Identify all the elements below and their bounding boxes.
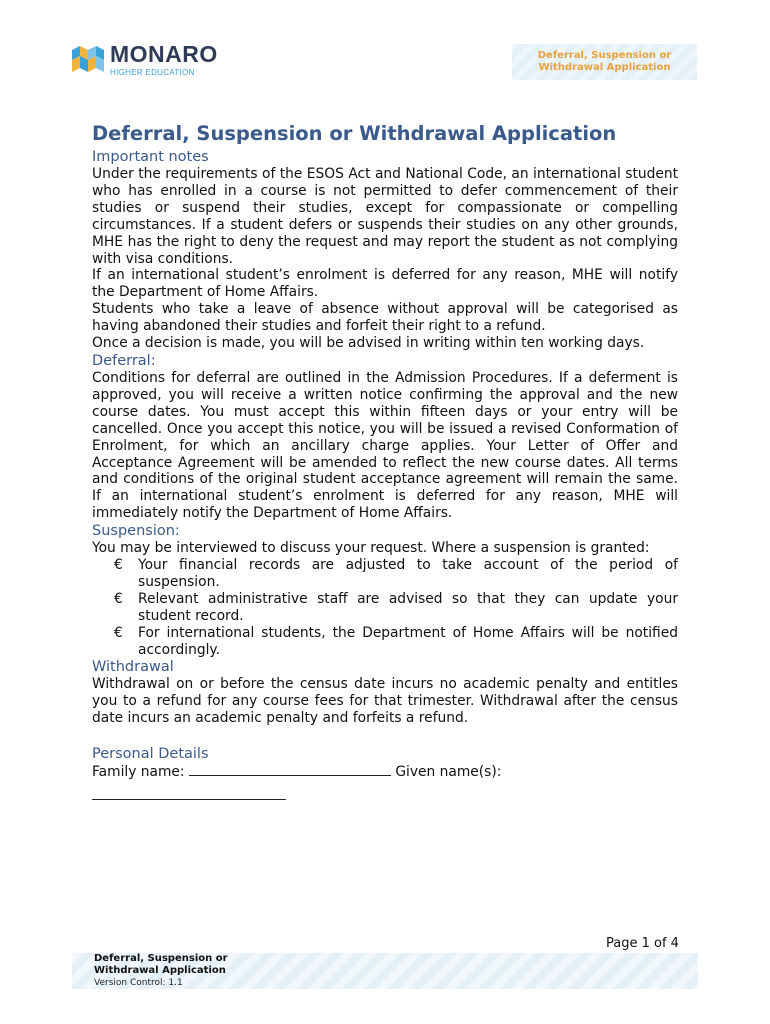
footer-doc-info	[94, 953, 228, 989]
list-item: € Your financial records are adjusted to take account of the period of suspension.	[114, 557, 678, 590]
deferral-heading: Deferral:	[92, 352, 156, 369]
footer-title-line1: Deferral, Suspension or	[94, 953, 228, 964]
euro-bullet-icon: €	[114, 557, 123, 574]
important-notes-paragraph-1: Under the requirements of the ESOS Act and National Code, an international student who has enrolled in a course is not permitted to defer commencement of their studies or suspend their studies, except for compassionate or compelling circumstances. If a student defers or suspends their studies on any other grounds, MHE has the right to deny the request and may report the student as not complying with visa conditions.	[92, 166, 678, 267]
monaro-logo	[70, 42, 218, 77]
header-doc-title	[512, 44, 697, 80]
page-title: Deferral, Suspension or Withdrawal Application	[92, 122, 617, 145]
list-item: € For international students, the Department of Home Affairs will be notified accordingly.	[114, 624, 678, 658]
withdrawal-heading: Withdrawal	[92, 659, 174, 676]
list-item: € Relevant administrative staff are advised so that they can update your student record.	[114, 590, 678, 624]
suspension-heading: Suspension:	[92, 523, 180, 540]
document-body	[92, 120, 678, 804]
logo-name: MONARO	[110, 41, 218, 67]
monaro-logo-icon	[70, 42, 106, 76]
family-name-label: Family name:	[92, 764, 185, 781]
page-number: Page 1 of 4	[606, 936, 679, 951]
euro-bullet-icon: €	[114, 590, 123, 607]
important-notes-heading: Important notes	[92, 149, 209, 165]
euro-bullet-icon: €	[114, 624, 123, 641]
footer-version: Version Control: 1.1	[94, 978, 183, 988]
important-notes-paragraph-3: Students who take a leave of absence without approval will be categorised as having abandoned their studies and forfeit their right to a refund.	[92, 301, 678, 335]
important-notes-paragraph-4: Once a decision is made, you will be advised in writing within ten working days.	[92, 335, 645, 352]
important-notes-paragraph-2: If an international student’s enrolment is deferred for any reason, MHE will notify the Department of Home Affairs.	[92, 267, 678, 301]
header-title-line1: Deferral, Suspension or	[537, 50, 672, 61]
family-name-field[interactable]	[189, 763, 391, 776]
withdrawal-paragraph: Withdrawal on or before the census date incurs no academic penalty and entitles you to a refund for any course fees for that trimester. Withdrawal after the census date incurs an academic penalty and forfeits a refund.	[92, 676, 678, 727]
name-fields-row	[92, 763, 678, 781]
given-name-label: Given name(s):	[395, 764, 502, 781]
deferral-paragraph: Conditions for deferral are outlined in the Admission Procedures. If a deferment is approved, you will receive a written notice confirming the approval and the new course dates. You must accept this within fifteen days or your entry will be cancelled. Once you accept this notice, you will be issued a revised Conformation of Enrolment, for which an ancillary charge applies. Your Letter of Offer and Acceptance Agreement will be amended to reflect the new course dates. All terms and conditions of the original student acceptance agreement will remain the same. If an international student’s enrolment is deferred for any reason, MHE will immediately notify the Department of Home Affairs.	[92, 369, 678, 522]
given-name-field[interactable]	[92, 787, 286, 800]
personal-details-heading: Personal Details	[92, 746, 209, 763]
footer-title-line2: Withdrawal Application	[94, 965, 226, 976]
suspension-bullet-list	[92, 557, 678, 658]
header-title-line2: Withdrawal Application	[538, 62, 671, 73]
logo-subtitle: HIGHER EDUCATION	[110, 68, 195, 77]
suspension-paragraph: You may be interviewed to discuss your request. Where a suspension is granted:	[92, 540, 650, 557]
